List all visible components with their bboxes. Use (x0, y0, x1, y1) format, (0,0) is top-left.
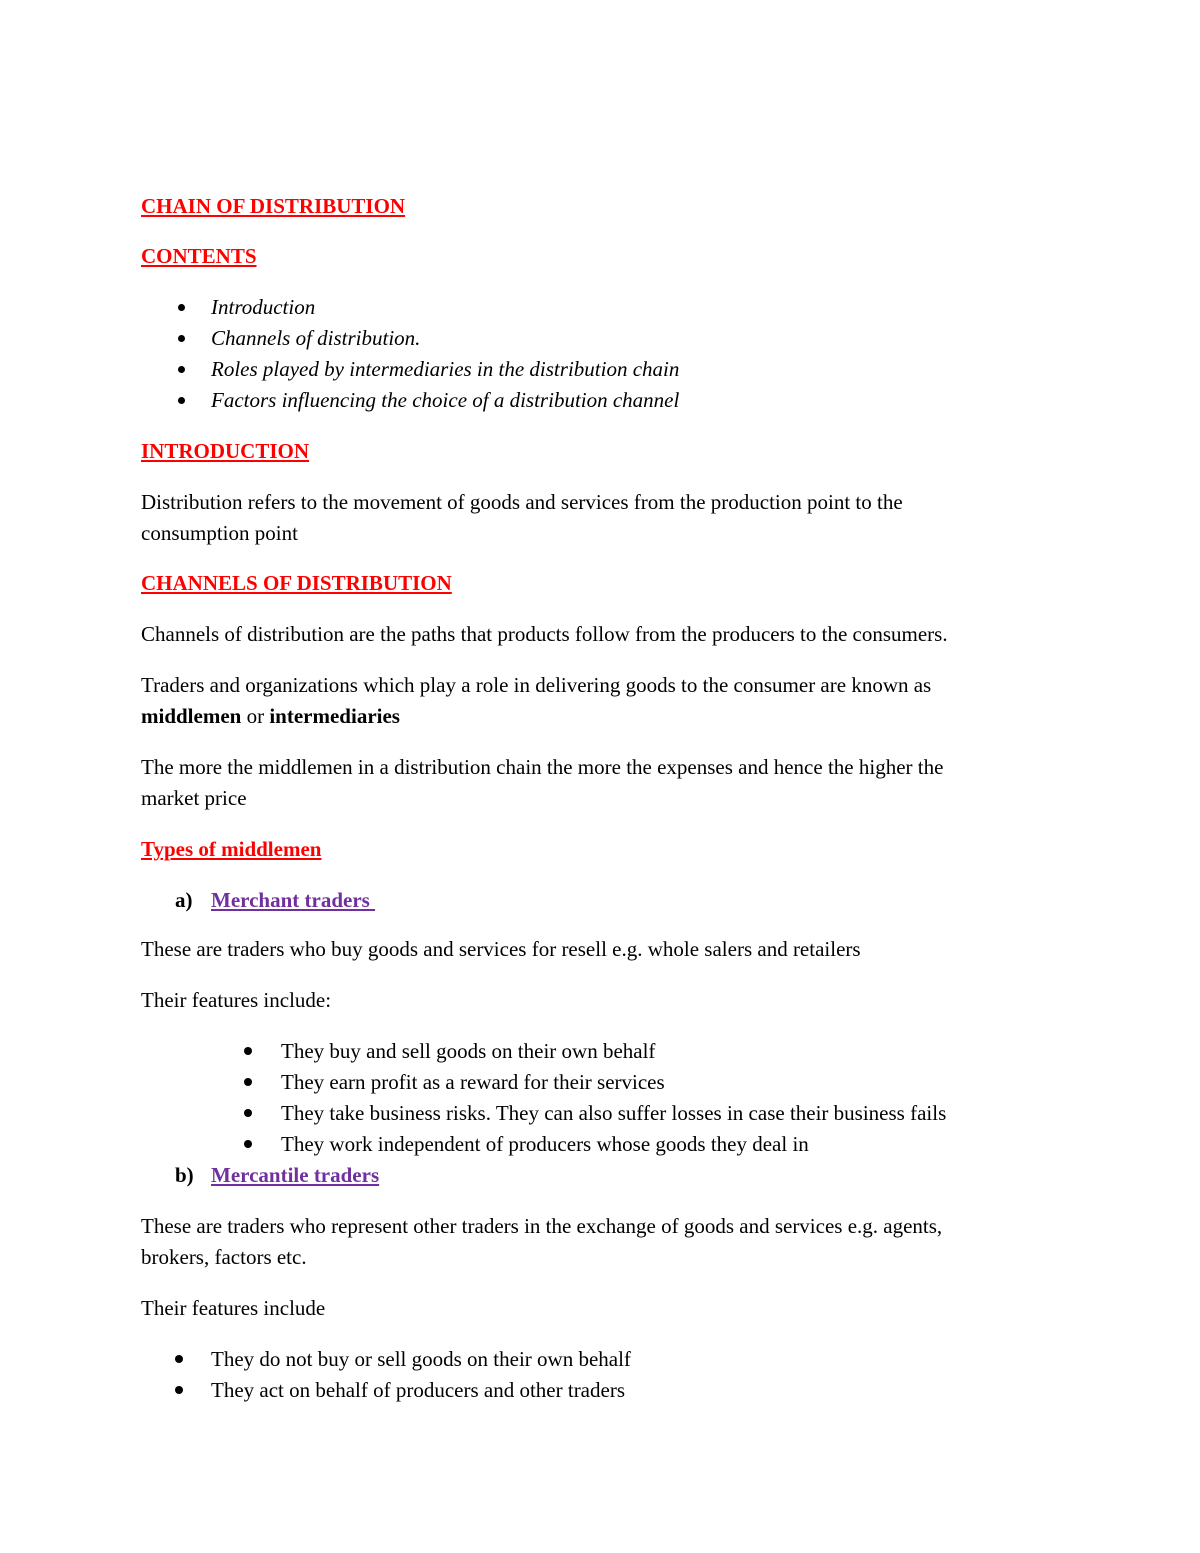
list-item: Factors influencing the choice of a distribution channel (211, 388, 680, 412)
list-item: They work independent of producers whose goods they deal in (281, 1132, 809, 1156)
list-marker-a: a) (175, 888, 193, 912)
list-item: Introduction (211, 295, 316, 319)
channels-paragraph-line (141, 701, 400, 732)
list-item: They earn profit as a reward for their services (281, 1070, 665, 1094)
bullet-icon (178, 397, 185, 404)
contents-heading: CONTENTS (141, 244, 257, 268)
channels-paragraph: Channels of distribution are the paths that products follow from the producers to the consumers. (141, 622, 948, 646)
bullet-icon (244, 1109, 252, 1117)
introduction-paragraph-line: consumption point (141, 521, 298, 545)
term-intermediaries: intermediaries (269, 704, 400, 728)
bullet-icon (175, 1386, 183, 1394)
list-marker-b: b) (175, 1163, 194, 1187)
mercantile-traders-heading: Mercantile traders (211, 1163, 380, 1187)
channels-paragraph-line: market price (141, 786, 247, 810)
merchant-traders-paragraph: These are traders who buy goods and services for resell e.g. whole salers and retailers (141, 937, 861, 961)
list-item: Channels of distribution. (211, 326, 421, 350)
mercantile-paragraph-line: These are traders who represent other traders in the exchange of goods and services e.g. agents, (141, 1214, 943, 1238)
bullet-icon (178, 304, 185, 311)
bullet-icon (244, 1047, 252, 1055)
channels-paragraph-line: The more the middlemen in a distribution chain the more the expenses and hence the higher the (141, 755, 944, 779)
introduction-heading: INTRODUCTION (141, 439, 310, 463)
bullet-icon (244, 1140, 252, 1148)
list-item: They do not buy or sell goods on their own behalf (211, 1347, 631, 1371)
channels-heading: CHANNELS OF DISTRIBUTION (141, 571, 452, 595)
bullet-icon (178, 366, 185, 373)
introduction-paragraph-line: Distribution refers to the movement of goods and services from the production point to the (141, 490, 903, 514)
list-item: They act on behalf of producers and other traders (211, 1378, 625, 1402)
types-heading: Types of middlemen (141, 837, 322, 861)
bullet-icon (244, 1078, 252, 1086)
conjunction-text: or (241, 704, 270, 728)
bullet-icon (178, 335, 185, 342)
channels-paragraph-line: Traders and organizations which play a role in delivering goods to the consumer are known as (141, 673, 932, 697)
list-item: Roles played by intermediaries in the distribution chain (211, 357, 680, 381)
merchant-features-intro: Their features include: (141, 988, 332, 1012)
mercantile-features-intro: Their features include (141, 1296, 326, 1320)
bullet-icon (175, 1355, 183, 1363)
merchant-traders-heading: Merchant traders (211, 888, 376, 912)
term-middlemen: middlemen (141, 704, 242, 728)
document-title: CHAIN OF DISTRIBUTION (141, 194, 406, 218)
list-item: They buy and sell goods on their own behalf (281, 1039, 656, 1063)
mercantile-paragraph-line: brokers, factors etc. (141, 1245, 307, 1269)
list-item: They take business risks. They can also suffer losses in case their business fails (281, 1101, 947, 1125)
